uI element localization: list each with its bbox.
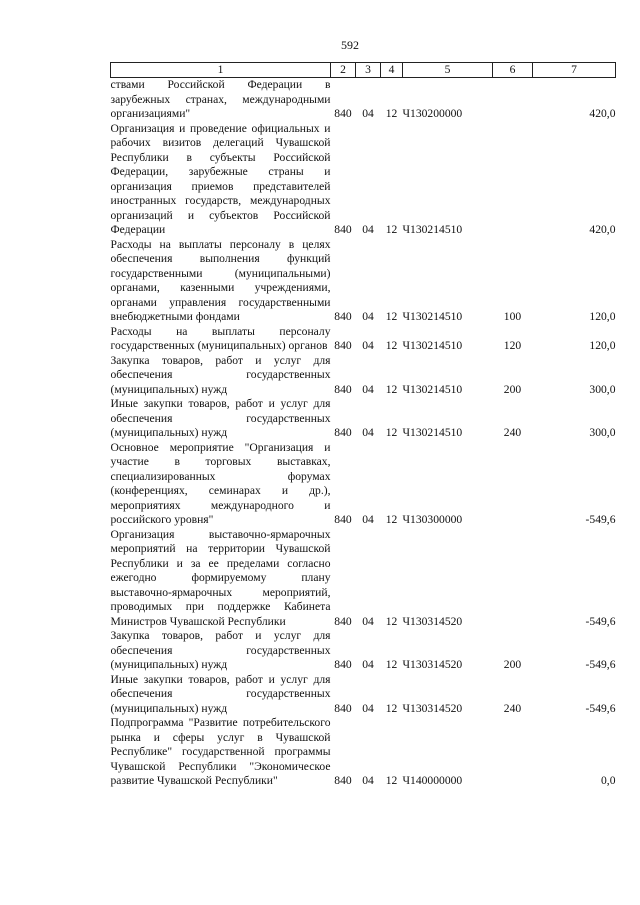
- row-amount: 420,0: [589, 107, 616, 120]
- row-subsection-code: 12: [385, 382, 398, 396]
- row-name: Организация и проведение официальных и рабочих визитов делегаций Чувашской Республики в субъекты Российской Федерации, зарубежные страны и организация приемов представителей иностранных государств, международных организаций и субъектов Российской Федерации: [110, 121, 331, 236]
- row-expense-type: [493, 78, 533, 122]
- row-admin-code: 840: [334, 310, 352, 323]
- header-col-4: 4: [381, 63, 403, 78]
- row-admin-code: 840: [334, 223, 352, 236]
- row-subsection-code: 12: [385, 774, 398, 787]
- row-expense-type: 200: [503, 382, 522, 396]
- header-col-3: 3: [356, 63, 381, 78]
- row-expense-type: 240: [503, 426, 522, 439]
- table-body: [111, 78, 616, 789]
- table-row: [111, 528, 616, 630]
- row-expense-type: [493, 122, 533, 238]
- row-target-article: Ч130214510: [402, 310, 463, 323]
- row-section-code: 04: [362, 426, 374, 439]
- row-section-code: 04: [362, 614, 374, 628]
- row-expense-type: 200: [503, 658, 522, 671]
- row-name: Иные закупки товаров, работ и услуг для обеспечения государственных (муниципальных) нужд: [110, 397, 331, 439]
- table-row: [111, 238, 616, 325]
- row-admin-code: 840: [334, 382, 352, 396]
- budget-table: [110, 62, 616, 789]
- row-target-article: Ч130314520: [402, 658, 463, 671]
- row-name: Расходы на выплаты персоналу государственных (муниципальных) органов: [110, 324, 331, 352]
- header-col-2: 2: [331, 63, 356, 78]
- row-subsection-code: 12: [385, 513, 398, 526]
- row-subsection-code: 12: [385, 107, 398, 120]
- row-admin-code: 840: [334, 658, 352, 671]
- row-subsection-code: 12: [385, 426, 398, 439]
- row-section-code: 04: [362, 701, 374, 715]
- row-target-article: Ч130200000: [402, 107, 463, 120]
- row-target-article: Ч130214510: [402, 382, 463, 396]
- row-expense-type: [493, 528, 533, 630]
- row-amount: -549,6: [585, 614, 616, 628]
- table-row: [111, 78, 616, 122]
- table-header: [111, 63, 616, 78]
- row-target-article: Ч130300000: [402, 513, 463, 526]
- row-subsection-code: 12: [385, 339, 398, 352]
- row-section-code: 04: [362, 339, 374, 352]
- table-row: [111, 397, 616, 441]
- row-section-code: 04: [362, 310, 374, 323]
- row-amount: 120,0: [589, 310, 616, 323]
- row-amount: 300,0: [589, 426, 616, 439]
- row-name: Иные закупки товаров, работ и услуг для обеспечения государственных (муниципальных) нужд: [110, 672, 331, 715]
- table-row: [111, 441, 616, 528]
- row-amount: 120,0: [589, 339, 616, 352]
- header-col-5: 5: [403, 63, 493, 78]
- row-target-article: Ч130314520: [402, 701, 463, 715]
- row-admin-code: 840: [334, 774, 352, 787]
- row-amount: 420,0: [589, 223, 616, 236]
- row-expense-type: [493, 441, 533, 528]
- table-row: [111, 325, 616, 354]
- row-admin-code: 840: [334, 701, 352, 715]
- row-target-article: Ч130214510: [402, 223, 463, 236]
- row-subsection-code: 12: [385, 223, 398, 236]
- row-name: Основное мероприятие "Организация и участие в торговых выставках, специализированных форумах (конференциях, семинарах и др.), мероприятиях международного и российского уровня": [110, 440, 331, 526]
- row-amount: -549,6: [585, 701, 616, 715]
- row-admin-code: 840: [334, 426, 352, 439]
- row-admin-code: 840: [334, 107, 352, 120]
- row-amount: -549,6: [585, 513, 616, 526]
- row-section-code: 04: [362, 658, 374, 671]
- row-name: ствами Российской Федерации в зарубежных странах, международными организациями": [110, 78, 331, 120]
- row-subsection-code: 12: [385, 310, 398, 323]
- row-name: Организация выставочно-ярмарочных мероприятий на территории Чувашской Республики и за ее пределами согласно ежегодно формируемому плану выставочно-ярмарочных мероприятий, проводимых при поддержке Кабинета Министров Чувашской Республики: [110, 527, 331, 628]
- row-expense-type: 100: [503, 310, 522, 323]
- row-amount: -549,6: [585, 658, 616, 671]
- row-target-article: Ч140000000: [402, 774, 463, 787]
- row-section-code: 04: [362, 107, 374, 120]
- row-name: Подпрограмма "Развитие потребительского рынка и сферы услуг в Чувашской Республике" государственной программы Чувашской Республики "Экономическое развитие Чувашской Республики": [110, 716, 331, 787]
- table-row: [111, 716, 616, 789]
- row-name: Расходы на выплаты персоналу в целях обеспечения выполнения функций государственными (муниципальными) органами, казенными учреждениями, органами управления государственными внебюджетными фондами: [110, 237, 331, 323]
- page-number: 592: [341, 38, 359, 52]
- row-expense-type: [493, 716, 533, 789]
- row-expense-type: 240: [503, 701, 522, 715]
- row-name: Закупка товаров, работ и услуг для обеспечения государственных (муниципальных) нужд: [110, 629, 331, 671]
- row-target-article: Ч130214510: [402, 339, 463, 352]
- header-col-7: 7: [533, 63, 616, 78]
- header-col-6: 6: [493, 63, 533, 78]
- row-admin-code: 840: [334, 614, 352, 628]
- row-subsection-code: 12: [385, 614, 398, 628]
- row-subsection-code: 12: [385, 658, 398, 671]
- row-section-code: 04: [362, 774, 374, 787]
- table-row: [111, 673, 616, 717]
- header-col-1: 1: [111, 63, 331, 78]
- row-admin-code: 840: [334, 513, 352, 526]
- table-row: [111, 122, 616, 238]
- table-row: [111, 354, 616, 398]
- row-target-article: Ч130214510: [402, 426, 463, 439]
- row-amount: 0,0: [601, 774, 616, 787]
- table-row: [111, 629, 616, 673]
- row-section-code: 04: [362, 223, 374, 236]
- row-target-article: Ч130314520: [402, 614, 463, 628]
- row-admin-code: 840: [334, 339, 352, 352]
- row-section-code: 04: [362, 513, 374, 526]
- row-subsection-code: 12: [385, 701, 398, 715]
- row-name: Закупка товаров, работ и услуг для обеспечения государственных (муниципальных) нужд: [110, 353, 331, 396]
- row-expense-type: 120: [503, 339, 522, 352]
- row-section-code: 04: [362, 382, 374, 396]
- row-amount: 300,0: [589, 382, 616, 396]
